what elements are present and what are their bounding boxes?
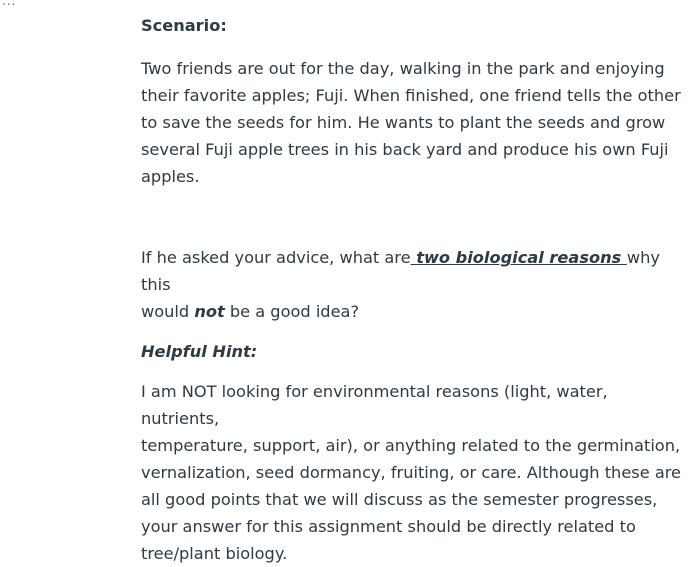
hint-line: temperature, support, air), or anything related to the germination, (141, 436, 681, 455)
question-text: If he asked your advice, what are (141, 248, 411, 267)
hint-line: tree/plant biology. (141, 544, 288, 563)
two-biological-reasons-emphasis: two biological reasons (410, 248, 627, 267)
hint-line: your answer for this assignment should be directly related to (141, 517, 636, 536)
assignment-content (141, 12, 686, 567)
scenario-line: several Fuji apple trees in his back yard and produce his own Fuji (141, 140, 669, 159)
scenario-heading: Scenario: (141, 16, 227, 35)
not-emphasis: not (194, 302, 225, 321)
question-line-2 (141, 298, 686, 325)
ellipsis-mark: ... (2, 0, 17, 8)
hint-line: all good points that we will discuss as the semester progresses, (141, 490, 658, 509)
scenario-paragraph (141, 55, 686, 190)
scenario-line: their favorite apples; Fuji. When finished, one friend tells the other (141, 86, 681, 105)
scenario-line: to save the seeds for him. He wants to plant the seeds and grow (141, 113, 666, 132)
hint-line: I am NOT looking for environmental reasons (light, water, nutrients, (141, 382, 608, 428)
hint-paragraph (141, 378, 686, 567)
question-text: would (141, 302, 195, 321)
question-text-end: why this (141, 248, 660, 294)
question-line-1 (141, 244, 686, 298)
scenario-line: Two friends are out for the day, walking in the park and enjoying (141, 59, 665, 78)
helpful-hint-heading: Helpful Hint: (141, 342, 258, 361)
question-paragraph (141, 244, 686, 325)
scenario-line: apples. (141, 167, 200, 186)
hint-line: vernalization, seed dormancy, fruiting, or care. Although these are (141, 463, 681, 482)
question-text: be a good idea? (224, 302, 360, 321)
